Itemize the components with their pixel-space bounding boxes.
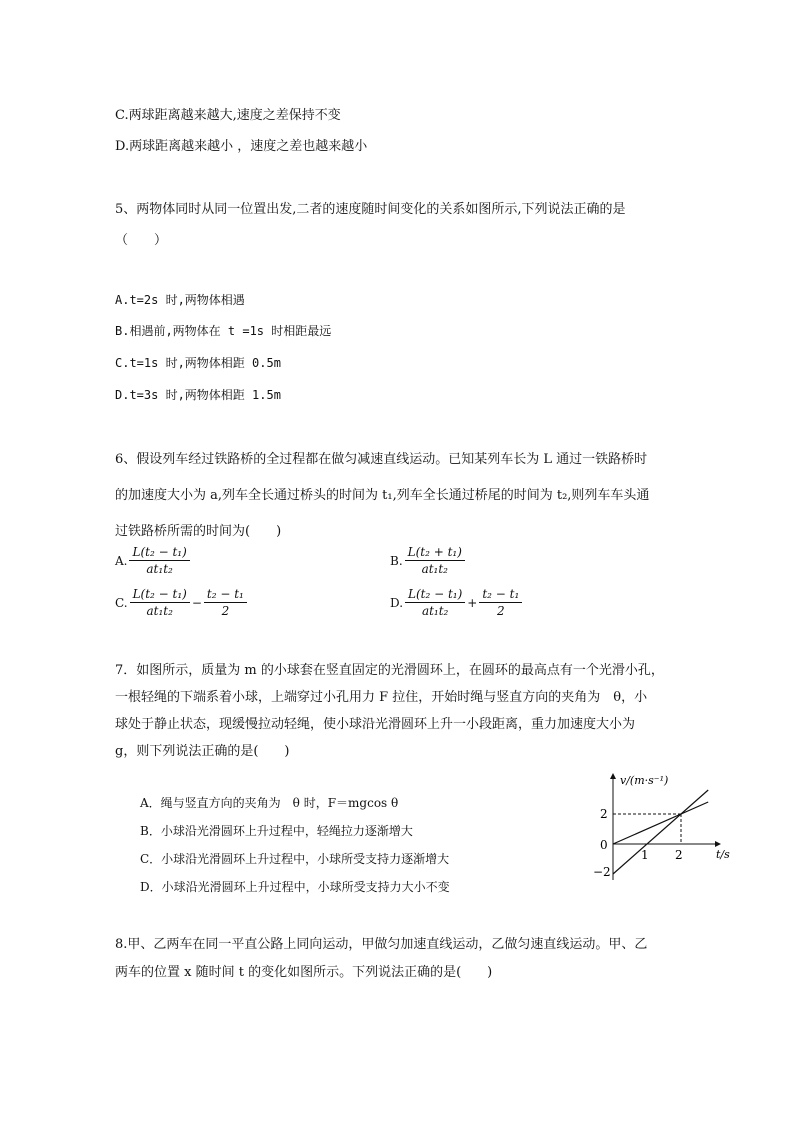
- q5-option-a: A.t=2s 时,两物体相遇: [115, 293, 245, 307]
- q6-option-b-fraction: [405, 545, 465, 576]
- x-tick-label-1: 1: [641, 848, 649, 862]
- q6-option-b: [390, 545, 467, 576]
- q8-stem-line2: 两车的位置 x 随时间 t 的变化如图所示。下列说法正确的是( ): [115, 965, 493, 980]
- y-tick-label-2: 2: [600, 807, 608, 821]
- q6-option-a: [115, 545, 192, 576]
- q4-option-c: C.两球距离越来越大,速度之差保持不变: [115, 108, 341, 123]
- q7-option-c: C．小球沿光滑圆环上升过程中，小球所受支持力逐渐增大: [140, 852, 450, 866]
- q7-option-d: D．小球沿光滑圆环上升过程中，小球所受支持力大小不变: [140, 880, 450, 894]
- q6-option-c-label: C.: [115, 595, 128, 610]
- q6-stem-line2: 的加速度大小为 a,列车全长通过桥头的时间为 t₁,列车全长通过桥尾的时间为 t₂,则列车车头通: [115, 488, 650, 503]
- q8-stem-line1: 8.甲、乙两车在同一平直公路上同向运动，甲做匀加速直线运动，乙做匀速直线运动。甲、乙: [115, 937, 648, 952]
- q6-option-d-denominator2: 2: [497, 604, 505, 618]
- q7-stem-line3: 球处于静止状态，现缓慢拉动轻绳，使小球沿光滑圆环上升一小段距离，重力加速度大小为: [115, 717, 636, 732]
- q6-option-c-numerator2: t₂ − t₁: [204, 587, 247, 603]
- q6-option-d-label: D.: [390, 595, 404, 610]
- q5-option-d: D.t=3s 时,两物体相距 1.5m: [115, 388, 281, 402]
- q6-option-a-fraction: [129, 545, 189, 576]
- q7-option-a: A．绳与竖直方向的夹角为 θ 时，F＝mgcos θ: [140, 796, 399, 810]
- y-tick-label-0: 0: [600, 838, 608, 852]
- q5-option-c: C.t=1s 时,两物体相距 0.5m: [115, 356, 281, 370]
- q6-option-a-label: A.: [115, 553, 128, 568]
- q6-option-c-fraction1: [130, 587, 190, 618]
- q6-option-c-fraction2: [204, 587, 247, 618]
- q4-option-d: D.两球距离越来越小 ，速度之差也越来越小: [115, 139, 368, 154]
- q6-option-c-numerator1: L(t₂ − t₁): [130, 587, 190, 603]
- q7-stem-line1: 7．如图所示，质量为 m 的小球套在竖直固定的光滑圆环上，在圆环的最高点有一个光滑小孔，: [115, 663, 664, 678]
- q7-option-b: B．小球沿光滑圆环上升过程中，轻绳拉力逐渐增大: [140, 824, 413, 838]
- q6-option-c-operator: −: [191, 595, 202, 610]
- x-axis-label: t/s: [716, 848, 730, 861]
- q6-option-d-operator: +: [467, 595, 478, 610]
- q6-option-b-label: B.: [390, 553, 403, 568]
- q6-option-d-fraction2: [479, 587, 522, 618]
- q6-option-d: [390, 587, 524, 618]
- q6-option-b-denominator: at₁t₂: [421, 562, 448, 576]
- q6-option-d-numerator1: L(t₂ − t₁): [405, 587, 465, 603]
- q5-option-b: B.相遇前,两物体在 t =1s 时相距最远: [115, 324, 332, 338]
- q5-answer-paren: （ ）: [115, 233, 168, 248]
- y-axis-label: v/(m·s⁻¹): [620, 774, 669, 787]
- velocity-time-chart: [588, 770, 738, 885]
- series-line-1: [613, 790, 708, 874]
- q5-stem: 5、两物体同时从同一位置出发,二者的速度随时间变化的关系如图所示,下列说法正确的是: [115, 202, 626, 217]
- q6-option-a-numerator: L(t₂ − t₁): [129, 545, 189, 561]
- series-line-2: [613, 802, 708, 844]
- q6-option-c-denominator1: at₁t₂: [146, 604, 173, 618]
- q6-option-b-numerator: L(t₂ + t₁): [405, 545, 465, 561]
- q7-stem-line4: g，则下列说法正确的是( ): [115, 744, 290, 759]
- q6-option-a-denominator: at₁t₂: [146, 562, 173, 576]
- q6-stem-line3: 过铁路桥所需的时间为( ): [115, 524, 282, 539]
- x-tick-label-2: 2: [675, 848, 683, 862]
- q6-option-c: [115, 587, 249, 618]
- q6-option-d-fraction1: [405, 587, 465, 618]
- q7-stem-line2: 一根轻绳的下端系着小球，上端穿过小孔用力 F 拉住，开始时绳与竖直方向的夹角为 θ，小: [115, 690, 648, 705]
- q6-option-c-denominator2: 2: [221, 604, 230, 618]
- q6-option-d-denominator1: at₁t₂: [421, 604, 449, 618]
- q6-option-d-numerator2: t₂ − t₁: [479, 587, 522, 603]
- q6-stem-line1: 6、假设列车经过铁路桥的全过程都在做匀减速直线运动。已知某列车长为 L 通过一铁路桥时: [115, 452, 648, 467]
- y-tick-label-neg2: −2: [593, 865, 611, 879]
